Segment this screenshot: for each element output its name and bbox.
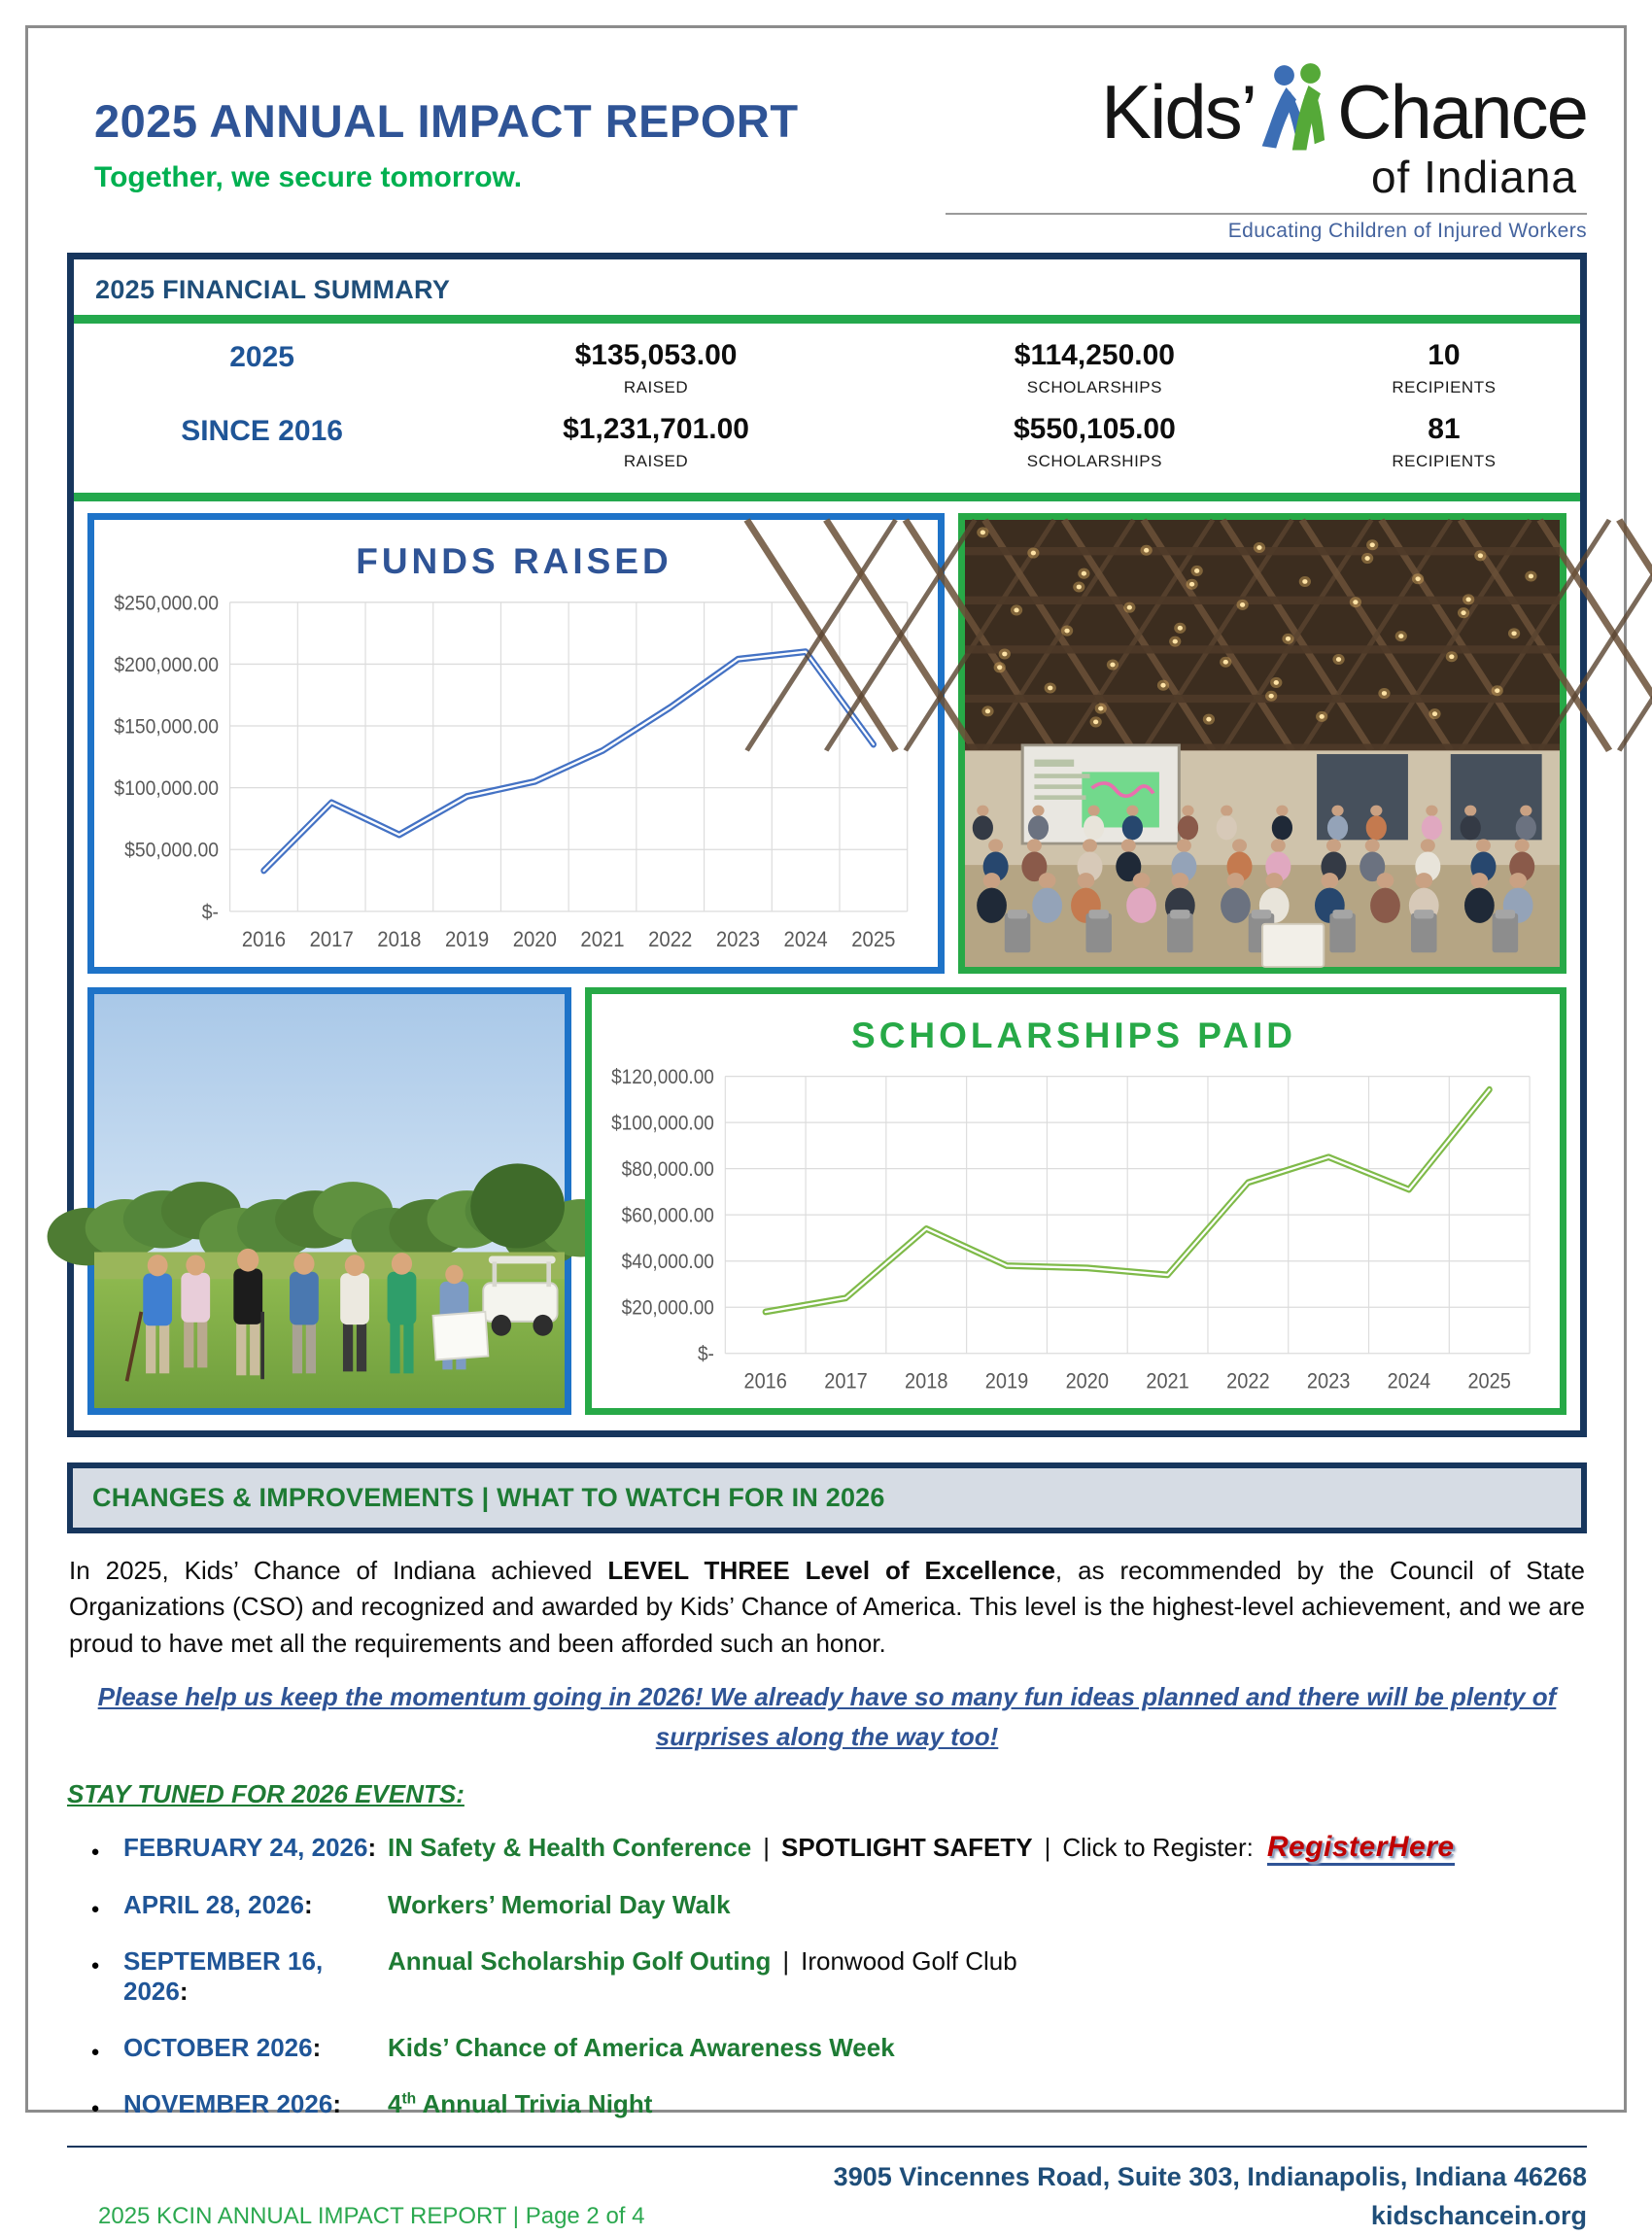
green-divider [74,493,1580,501]
footer-page-info: 2025 KCIN ANNUAL IMPACT REPORT | Page 2 of 4 [98,2202,645,2229]
svg-text:$20,000.00: $20,000.00 [621,1296,714,1320]
event-detail-bold: SPOTLIGHT SAFETY [780,1832,1033,1862]
svg-text:2018: 2018 [905,1369,948,1393]
dancing-figures-icon [1246,61,1347,162]
svg-text:2022: 2022 [648,927,693,952]
separator: | [782,1945,790,1976]
stay-tuned-heading: STAY TUNED FOR 2026 EVENTS: [67,1778,465,1808]
event-name: IN Safety & Health Conference [388,1832,752,1862]
event-date: FEBRUARY 24, 2026: [123,1832,377,1862]
green-divider [74,315,1580,324]
banquet-photo-illustration [965,520,1560,967]
svg-text:2017: 2017 [309,927,354,952]
event-date: OCTOBER 2026: [123,2032,322,2062]
svg-text:2022: 2022 [1226,1369,1270,1393]
event-date: NOVEMBER 2026: [123,2088,341,2118]
svg-text:2020: 2020 [512,927,557,952]
svg-text:$-: $- [697,1343,714,1366]
svg-text:$-: $- [201,901,219,924]
scholarships-caption: SCHOLARSHIPS [1026,452,1162,470]
header [67,61,1587,243]
title-block [67,61,799,194]
event-description [388,1946,1017,1977]
svg-text:2024: 2024 [783,927,828,952]
logo-word-chance: Chance [1337,68,1587,155]
separator: | [763,1832,770,1862]
event-description [388,2089,652,2119]
charts-grid [74,501,1580,1430]
svg-text:2020: 2020 [1065,1369,1110,1393]
logo-of-indiana: of Indiana [1370,152,1577,202]
recipients-value: 10 [1428,339,1461,371]
footer-address: 3905 Vincennes Road, Suite 303, Indianapolis, Indiana 46268 [833,2161,1587,2191]
scholarships-value: $114,250.00 [1014,339,1175,371]
scholarships-cell [872,413,1318,471]
scholarships-value: $550,105.00 [1013,413,1176,445]
event-name: 4th Annual Trivia Night [388,2088,653,2118]
recipients-cell [1318,413,1570,471]
svg-text:2023: 2023 [1306,1369,1351,1393]
row-label: 2025 [229,341,294,373]
events-list [67,1831,1587,2119]
financial-summary-heading: 2025 FINANCIAL SUMMARY [95,275,451,304]
svg-text:$100,000.00: $100,000.00 [114,777,219,801]
scholarships-paid-chart [585,987,1566,1415]
event-detail: Ironwood Golf Club [801,1945,1017,1976]
raised-caption: RAISED [623,378,689,396]
svg-text:$60,000.00: $60,000.00 [621,1204,714,1227]
svg-text:2016: 2016 [743,1369,787,1393]
raised-value: $1,231,701.00 [563,413,749,445]
recipients-value: 81 [1428,413,1461,445]
recipients-caption: RECIPIENTS [1392,378,1497,396]
kids-chance-logo [946,61,1587,243]
logo-word-kids: Kids’ [1101,68,1256,155]
recipients-caption: RECIPIENTS [1392,452,1497,470]
svg-text:2017: 2017 [824,1369,868,1393]
golf-photo-illustration [94,994,565,1408]
bullet-icon: ● [90,1956,100,1974]
raised-caption: RAISED [623,452,689,470]
event-date: APRIL 28, 2026: [123,1889,313,1919]
golf-outing-photo [87,987,571,1415]
svg-text:2016: 2016 [241,927,287,952]
row-label: SINCE 2016 [181,415,343,447]
event-name: Annual Scholarship Golf Outing [388,1945,772,1976]
svg-text:$150,000.00: $150,000.00 [114,715,219,739]
event-name: Kids’ Chance of America Awareness Week [388,2032,895,2062]
event-description [388,2033,895,2063]
page-tagline: Together, we secure tomorrow. [94,161,523,193]
table-row [84,339,1570,397]
chart-title: SCHOLARSHIPS PAID [851,1015,1296,1055]
event-item-february [67,1831,1587,1864]
svg-text:$120,000.00: $120,000.00 [611,1066,714,1089]
bullet-icon: ● [90,1900,100,1917]
svg-text:2019: 2019 [444,927,490,952]
chart-canvas [100,590,928,959]
main-content-frame [67,253,1587,1437]
svg-text:2021: 2021 [1146,1369,1189,1393]
paragraph-text: , as recommended by the Council of State Organizations (CSO) and recognized and awarded by Kids’ Chance of America. This level is the highest-level achievement, and we are proud to have met all the requirements and been afforded such an honor. [69,1556,1585,1658]
page-title: 2025 ANNUAL IMPACT REPORT [94,95,799,147]
momentum-callout: Please help us keep the momentum going in 2026! We already have so many fun ideas planned and there will be plenty of surprises along the way too! [97,1682,1557,1751]
svg-text:2025: 2025 [1467,1369,1511,1393]
event-date: SEPTEMBER 16, 2026: [123,1945,324,2006]
event-item-september [67,1946,1587,2007]
bullet-icon: ● [90,2099,100,2116]
svg-text:$250,000.00: $250,000.00 [114,592,219,615]
paragraph-text: In 2025, Kids’ Chance of Indiana achieved [69,1556,608,1585]
financial-summary-table [74,324,1580,493]
footer-contact [834,2157,1587,2236]
event-item-april [67,1890,1587,1920]
svg-text:$200,000.00: $200,000.00 [114,654,219,677]
footer-website[interactable]: kidschancein.org [1370,2201,1587,2231]
svg-text:2018: 2018 [377,927,422,952]
raised-cell [440,413,872,471]
svg-text:$40,000.00: $40,000.00 [621,1251,714,1274]
bullet-icon: ● [90,1842,100,1860]
chart-canvas [598,1064,1550,1400]
event-description [388,1890,731,1920]
raised-value: $135,053.00 [574,339,738,371]
svg-text:$50,000.00: $50,000.00 [124,839,219,862]
svg-text:2021: 2021 [580,927,625,952]
chart-title: FUNDS RAISED [356,541,672,581]
event-description [388,1831,1455,1864]
page-frame [25,25,1627,2231]
event-item-october [67,2033,1587,2063]
table-row [84,413,1570,471]
event-item-november [67,2089,1587,2119]
scholarships-cell [872,339,1318,397]
svg-text:2019: 2019 [984,1369,1029,1393]
raised-cell [440,339,872,397]
event-name: Workers’ Memorial Day Walk [388,1889,731,1919]
event-detail: Click to Register: [1062,1832,1254,1862]
logo-wordmark [946,61,1587,162]
svg-text:2023: 2023 [715,927,761,952]
separator: | [1044,1832,1051,1862]
svg-text:$100,000.00: $100,000.00 [611,1112,714,1135]
paragraph-bold-text: LEVEL THREE Level of Excellence [607,1556,1055,1585]
svg-text:2024: 2024 [1387,1369,1431,1393]
banquet-event-photo [958,513,1566,974]
recipients-cell [1318,339,1570,397]
changes-improvements-heading: CHANGES & IMPROVEMENTS | WHAT TO WATCH FOR IN 2026 [67,1462,1587,1533]
scholarships-caption: SCHOLARSHIPS [1026,378,1162,396]
achievement-paragraph [69,1553,1585,1662]
funds-raised-chart [87,513,945,974]
svg-text:$80,000.00: $80,000.00 [621,1158,714,1182]
logo-tagline: Educating Children of Injured Workers [1227,220,1587,242]
footer [67,2146,1587,2236]
bullet-icon: ● [90,2043,100,2060]
svg-text:2025: 2025 [851,927,896,952]
register-here-link[interactable]: RegisterHere [1267,1831,1455,1866]
